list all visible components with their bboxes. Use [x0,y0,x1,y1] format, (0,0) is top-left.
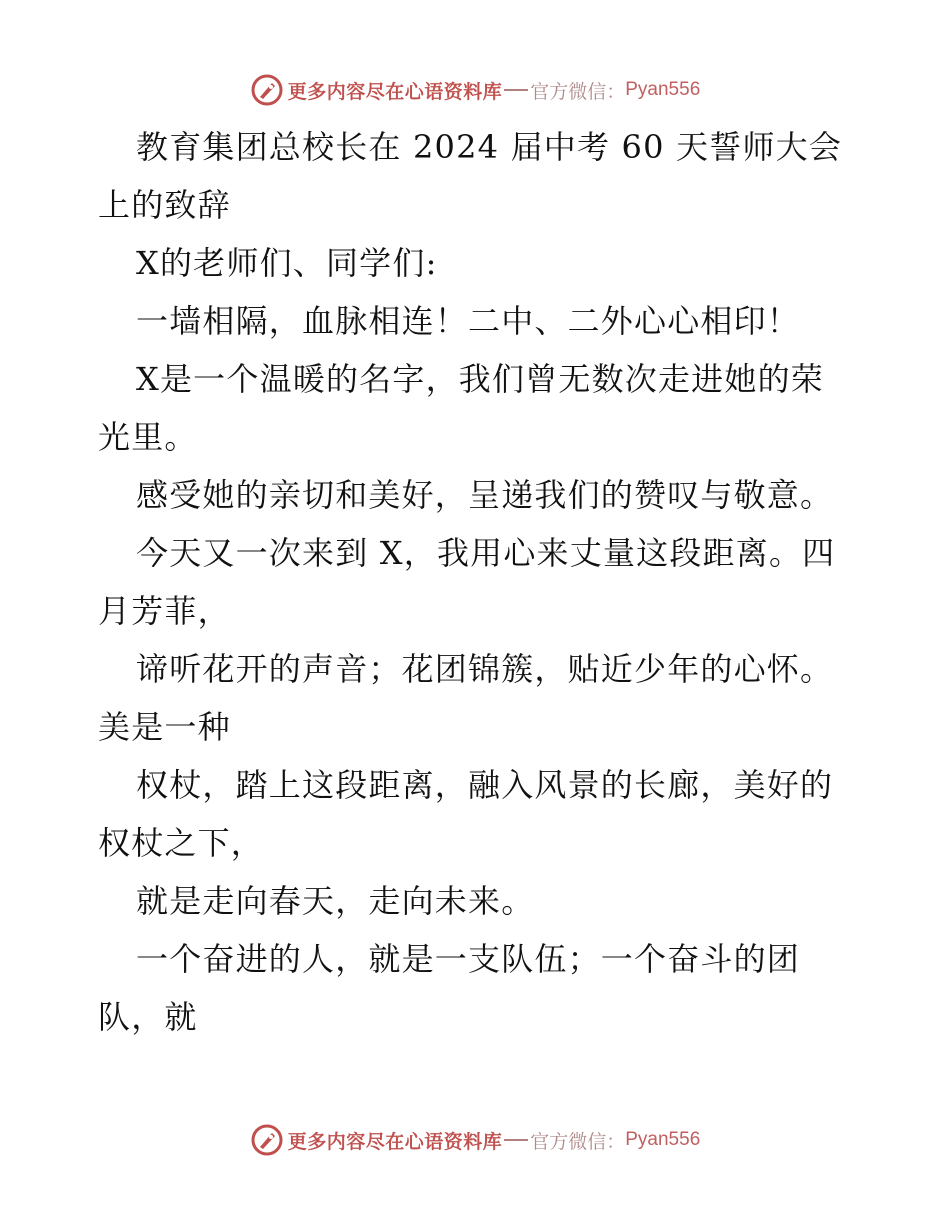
watermark-wechat-label: 官方微信： [530,80,626,103]
paragraph-line: 光里。 [98,418,198,456]
watermark-brand-text: 更多内容尽在心语资料库 [287,1130,503,1153]
title-line-1: 教育集团总校长在 2024 届中考 60 天誓师大会 [136,128,843,166]
pen-nib-logo-icon [250,73,284,107]
paragraph-line: 队，就 [98,998,198,1036]
paragraph-line: 月芳菲， [98,592,231,630]
watermark-wechat-id: Pyan556 [625,79,701,100]
header-watermark [0,70,950,110]
salutation: X的老师们、同学们: [136,244,438,282]
paragraph-line: 就是走向春天，走向未来。 [136,882,535,920]
paragraph-line: 美是一种 [98,708,231,746]
watermark-brand-text: 更多内容尽在心语资料库 [287,80,503,103]
title-line-2: 上的致辞 [98,186,231,224]
footer-watermark [0,1120,950,1160]
paragraph-line: 谛听花开的声音；花团锦簇，贴近少年的心怀。 [136,650,834,688]
paragraph-line: 今天又一次来到 X，我用心来丈量这段距离。四 [136,534,836,572]
paragraph-line: 权杖，踏上这段距离，融入风景的长廊，美好的 [136,766,834,804]
pen-nib-logo-icon [250,1123,284,1157]
paragraph-line: 感受她的亲切和美好，呈递我们的赞叹与敬意。 [136,476,834,514]
speech-body [98,118,858,1046]
watermark-dash [504,89,528,91]
paragraph-line: X是一个温暖的名字，我们曾无数次走进她的荣 [136,360,824,398]
watermark-dash [504,1139,528,1141]
watermark-wechat-id: Pyan556 [625,1129,701,1150]
paragraph-line: 一墙相隔，血脉相连！二中、二外心心相印！ [136,302,801,340]
paragraph-line: 一个奋进的人，就是一支队伍；一个奋斗的团 [136,940,801,978]
watermark-wechat-label: 官方微信： [530,1130,626,1153]
paragraph-line: 权杖之下， [98,824,265,862]
